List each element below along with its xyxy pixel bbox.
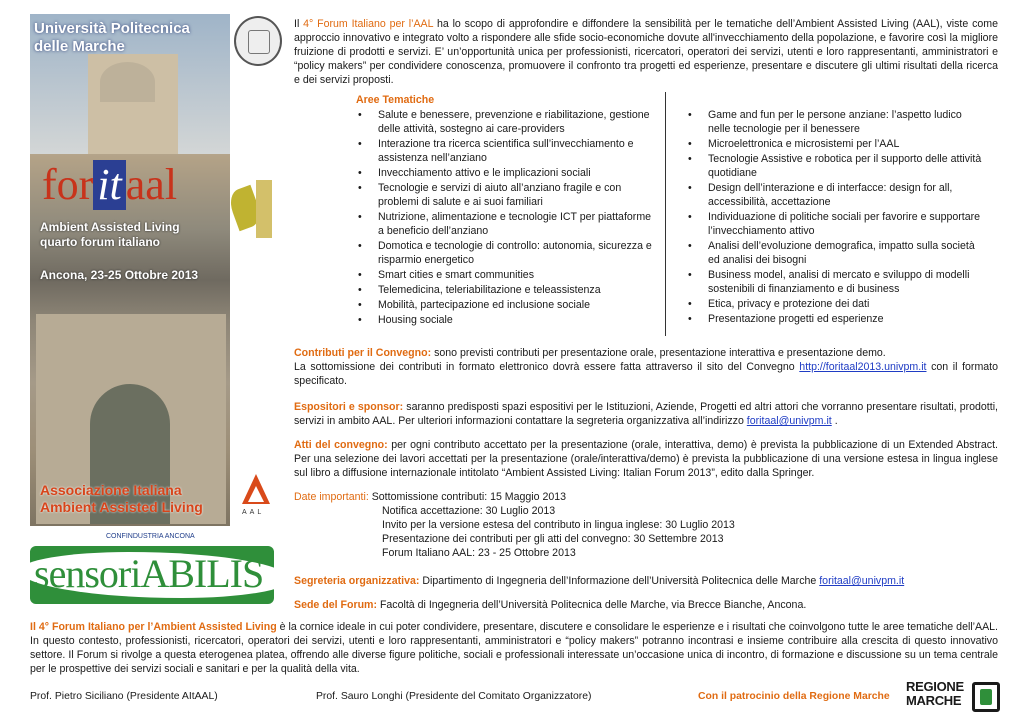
regione-marche-logo: REGIONE MARCHE [906,680,1000,716]
segreteria-section: Segreteria organizzativa: Dipartimento di Ingegneria dell’Informazione dell’Università Politecnica delle Marche foritaal@univpm.it [294,575,905,587]
list-item: • Business model, analisi di mercato e sviluppo di modelli sostenibili di finanziamento e di business [686,268,986,296]
list-item: • Interazione tra ricerca scientifica sull’invecchiamento e assistenza nell’anziano [356,137,652,165]
list-item: • Game and fun per le persone anziane: l’aspetto ludico nelle tecnologie per il benessere [686,108,986,136]
sede-label: Sede del Forum: [294,599,377,611]
date-item: Forum Italiano AAL: 23 - 25 Ottobre 2013 [382,547,576,559]
column-divider [665,92,666,336]
list-item: • Etica, privacy e protezione dei dati [686,297,986,311]
list-item: • Smart cities e smart communities [356,268,652,282]
list-item: • Microelettronica e microsistemi per l’AAL [686,137,986,151]
espositori-section: Espositori e sponsor: saranno predisposti spazi espositivi per le Istituzioni, Aziende, Progetti ed altri attori che vorranno presentare risultati, prodotti, servizi in ambito AAL. Per ulteriori informazioni contattare la segreteria organizzativa all’indirizzo foritaal@univpm.it . [294,401,998,427]
espositori-label: Espositori e sponsor: [294,401,404,413]
date-item: Invito per la versione estesa del contributo in lingua inglese: 30 Luglio 2013 [382,519,735,531]
intro-paragraph: Il 4° Forum Italiano per l’AAL ha lo scopo di approfondire e diffondere la sensibilità per le tematiche dell’Ambient Assisted Living (AAL), viste come approccio innovativo e integrato volto a rispondere alle sfide socio-economiche dovute all'invecchiamento della popolazione, e favorire così la migliore fruizione di prodotti e servizi. E’ un’opportunità unica per professionisti, ricercatori, operatori dei servizi, utenti e loro rappresentanti, amministratori e “policy makers” per condividere conoscenza, promuovere il confronto tra progetti ed esperienze, presentare e discutere gli ultimi risultati della ricerca e dei servizi proposti. [294,18,998,86]
poster-subtitle: Ambient Assisted Living quarto forum italiano [40,220,180,249]
list-item: • Domotica e tecnologie di controllo: autonomia, sicurezza e risparmio energetico [356,239,652,267]
university-seal-icon [234,16,282,66]
list-item: • Invecchiamento attivo e le implicazioni sociali [356,166,652,180]
confindustria-logo: CONFINDUSTRIA ANCONA [106,533,195,540]
date-item: Notifica accettazione: 30 Luglio 2013 [382,505,556,517]
list-item: • Salute e benessere, prevenzione e riabilitazione, gestione delle attività, sostegno ai care-providers [356,108,652,136]
list-item: • Mobilità, partecipazione ed inclusione sociale [356,298,652,312]
email-link[interactable]: foritaal@univpm.it [746,415,832,427]
contributi-label: Contributi per il Convegno: [294,347,432,359]
poster-title: Università Politecnica delle Marche [34,20,190,55]
footer-president: Prof. Pietro Siciliano (Presidente AItAAL) [30,691,218,702]
list-item: • Tecnologie e servizi di aiuto all’anziano fragile e con problemi di salute e ai suoi familiari [356,181,652,209]
poster-dome [100,62,155,102]
list-item: • Individuazione di politiche sociali per favorire e supportare l’invecchiamento attivo [686,210,986,238]
themes-list-left [356,108,652,328]
date-item: Presentazione dei contributi per gli atti del convegno: 30 Settembre 2013 [382,533,724,545]
conference-site-link[interactable]: http://foritaal2013.univpm.it [799,361,927,373]
poster-association: Associazione Italiana Ambient Assisted Living [40,482,203,515]
poster-date: Ancona, 23-25 Ottobre 2013 [40,268,199,282]
sensoriabilis-logo: sensoriABILIS [30,546,274,604]
themes-title: Aree Tematiche [356,94,435,106]
list-item: • Housing sociale [356,313,652,327]
list-item: • Nutrizione, alimentazione e tecnologie ICT per piattaforme a beneficio dell’anziano [356,210,652,238]
shield-icon [972,682,1000,712]
atti-label: Atti del convegno: [294,439,388,451]
atti-section: Atti del convegno: per ogni contributo accettato per la presentazione (orale, interattiva, demo) è prevista la pubblicazione di un Extended Abstract. Per una selezione dei lavori accettati per la presentazione (orale/interattiva/demo) è prevista la pubblicazione di una versione estesa in lingua inglese sul libro a diffusione internazionale intitolato “Ambient Assisted Living: Italian Forum 2013”, edito dalla Springer. [294,439,998,479]
dates-label: Date importanti: [294,491,369,503]
dates-section: Date importanti: Sottomissione contributi: 15 Maggio 2013 Notifica accettazione: 30 Luglio 2013 Invito per la versione estesa del contributo in lingua inglese: 30 Luglio 2013 Presentazione dei contributi per gli atti del convegno: 30 Settembre 2013 Forum Italiano AAL: 23 - 25 Ottobre 2013 [294,490,998,560]
inrca-logo [232,180,292,270]
list-item: • Presentazione progetti ed esperienze [686,312,986,326]
segreteria-email-link[interactable]: foritaal@univpm.it [819,575,905,587]
closing-paragraph: Il 4° Forum Italiano per l’Ambient Assisted Living è la cornice ideale in cui poter condividere, presentare, discutere e consolidare le esperienze e i risultati che coinvolgono tutte le aree tematiche dell’AAL. In questo contesto, professionisti, ricercatori, operatori dei servizi, utenti e loro rappresentanti, amministratori e “policy makers” potranno incontrasi e insieme contribuire alla crescita di questo innovativo settore. Il Forum si rivolge a questa eterogenea platea, offrendo alle diverse figure politiche, sociali e professionali interessate un’occasione unica di incontro, di formazione e discussione su un tema centrale per le prospettive dei servizi sociali e sanitari e per la qualità della vita. [30,621,998,675]
footer-patronage: Con il patrocinio della Regione Marche [698,691,890,702]
poster-image [30,14,230,526]
foritaal-logo: foritaal [42,160,178,209]
list-item: • Telemedicina, teleriabilitazione e teleassistenza [356,283,652,297]
segreteria-label: Segreteria organizzativa: [294,575,420,587]
list-item: • Tecnologie Assistive e robotica per il supporto delle attività quotidiane [686,152,986,180]
contributi-section: Contributi per il Convegno: sono previsti contributi per presentazione orale, presentazione interattiva e presentazione demo. La sottomissione dei contributi in formato elettronico dovrà essere fatta attraverso il sito del Convegno http://foritaal2013.univpm.it con il formato specificato. [294,347,998,387]
list-item: • Design dell’interazione e di interfacce: design for all, accessibilità, accettazione [686,181,986,209]
themes-list-right [686,108,986,327]
aal-logo: AAL [240,472,276,518]
footer-committee: Prof. Sauro Longhi (Presidente del Comitato Organizzatore) [316,691,592,702]
list-item: • Analisi dell’evoluzione demografica, impatto sulla società ed analisi dei bisogni [686,239,986,267]
sede-section: Sede del Forum: Facoltà di Ingegneria dell’Università Politecnica delle Marche, via Brecce Bianche, Ancona. [294,599,807,611]
